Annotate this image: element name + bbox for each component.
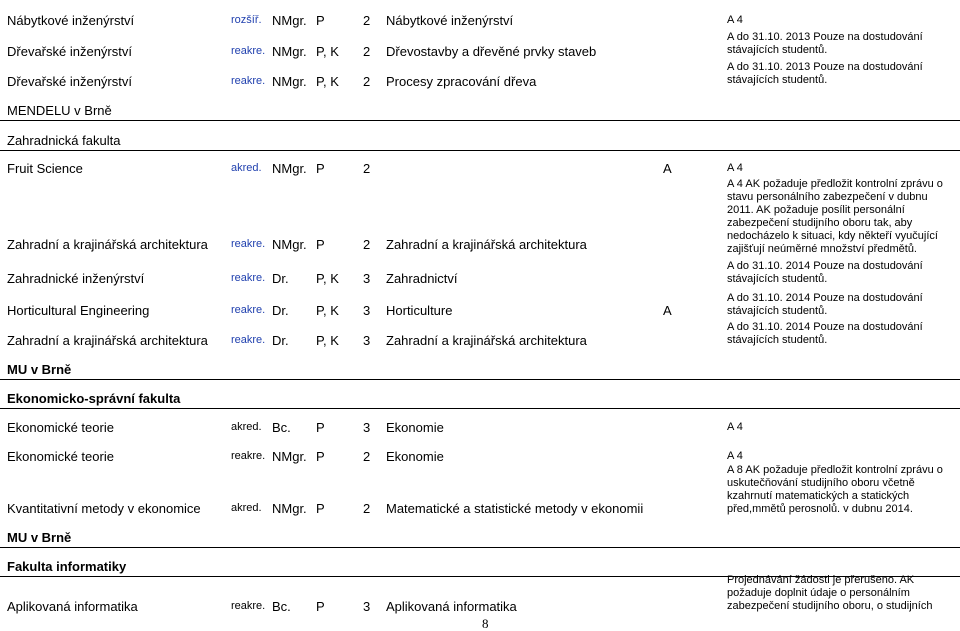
- field-name: Nábytkové inženýrství: [386, 13, 514, 28]
- study-form: P: [316, 237, 325, 252]
- university-heading: MU v Brně: [7, 530, 72, 545]
- study-length: 2: [363, 501, 371, 516]
- accreditation-type: reakre.: [231, 238, 266, 250]
- separator: [0, 408, 960, 409]
- degree: NMgr.: [272, 13, 307, 28]
- page-number: 8: [482, 616, 489, 631]
- study-length: 2: [363, 449, 371, 464]
- degree: NMgr.: [272, 237, 307, 252]
- grade: A 4: [727, 450, 743, 462]
- row-note: A 8 AK požaduje předložit kontrolní zprávu o uskutečňování studijního oboru včetně kzahrnutí matematických a statických před,mmětů perosnolů. v dubnu 2014.: [727, 464, 943, 515]
- degree: Dr.: [272, 333, 289, 348]
- faculty-heading: Zahradnická fakulta: [7, 133, 121, 148]
- faculty-heading: Fakulta informatiky: [7, 559, 127, 574]
- study-form: P: [316, 13, 325, 28]
- program-name: Dřevařské inženýrství: [7, 44, 132, 59]
- program-name: Zahradní a krajinářská architektura: [7, 333, 208, 348]
- study-form: P: [316, 449, 325, 464]
- separator: [0, 547, 960, 548]
- study-form: P, K: [316, 333, 339, 348]
- field-name: Aplikovaná informatika: [386, 599, 517, 614]
- field-name: Ekonomie: [386, 420, 444, 435]
- program-name: Nábytkové inženýrství: [7, 13, 135, 28]
- study-length: 3: [363, 420, 371, 435]
- program-name: Aplikovaná informatika: [7, 599, 138, 614]
- degree: NMgr.: [272, 74, 307, 89]
- study-form: P, K: [316, 271, 339, 286]
- field-name: Zahradnictví: [386, 271, 458, 286]
- row-note: A do 31.10. 2014 Pouze na dostudování stávajících studentů.: [727, 292, 923, 317]
- field-name: Zahradní a krajinářská architektura: [386, 333, 587, 348]
- study-length: 3: [363, 303, 371, 318]
- degree: NMgr.: [272, 449, 307, 464]
- accreditation-type: reakre.: [231, 334, 266, 346]
- study-length: 2: [363, 44, 371, 59]
- degree: NMgr.: [272, 44, 307, 59]
- accreditation-type: reakre.: [231, 75, 266, 87]
- separator: [0, 150, 960, 151]
- accreditation-type: reakre.: [231, 600, 266, 612]
- accreditation-type: akred.: [231, 502, 262, 514]
- row-note: A 4 AK požaduje předložit kontrolní zprávu o stavu personálního zabezpečení v dubnu 2011. AK požaduje posílit personální zabezpečení studijního oboru tak, aby nedocházelo k situaci, kdy někteří vyučující zajišťují neúměrné množství předmětů.: [727, 178, 943, 255]
- row-note: A do 31.10. 2013 Pouze na dostudování stávajících studentů.: [727, 61, 923, 86]
- study-length: 2: [363, 13, 371, 28]
- study-length: 3: [363, 271, 371, 286]
- field-name: Zahradní a krajinářská architektura: [386, 237, 587, 252]
- field-name: Procesy zpracování dřeva: [386, 74, 537, 89]
- row-note: A do 31.10. 2014 Pouze na dostudování stávajících studentů.: [727, 321, 923, 346]
- grade: A 4: [727, 421, 743, 433]
- program-name: Zahradnické inženýrství: [7, 271, 145, 286]
- degree: NMgr.: [272, 161, 307, 176]
- separator: [0, 379, 960, 380]
- field-name: Dřevostavby a dřevěné prvky staveb: [386, 44, 597, 59]
- field-name: Matematické a statistické metody v ekonomii: [386, 501, 644, 516]
- university-heading: MU v Brně: [7, 362, 72, 377]
- accreditation-type: reakre.: [231, 304, 266, 316]
- study-form: P, K: [316, 74, 339, 89]
- degree: Dr.: [272, 271, 289, 286]
- study-length: 2: [363, 161, 371, 176]
- accreditation-type: rozšíř.: [231, 14, 262, 26]
- accreditation-type: reakre.: [231, 450, 266, 462]
- program-name: Zahradní a krajinářská architektura: [7, 237, 208, 252]
- study-form: P, K: [316, 44, 339, 59]
- field-name: Horticulture: [386, 303, 453, 318]
- accreditation-type: reakre.: [231, 45, 266, 57]
- study-length: 2: [363, 74, 371, 89]
- separator: [0, 120, 960, 121]
- study-length: 3: [363, 599, 371, 614]
- a-column: A: [663, 161, 672, 176]
- study-form: P: [316, 599, 325, 614]
- grade: A 4: [727, 14, 743, 26]
- program-name: Kvantitativní metody v ekonomice: [7, 501, 201, 516]
- study-form: P: [316, 161, 325, 176]
- degree: Bc.: [272, 420, 291, 435]
- row-note: Projednávání žádosti je přerušeno. AK požaduje doplnit údaje o personálním zabezpečení studijního oboru, o studijních: [727, 574, 933, 612]
- university-heading: MENDELU v Brně: [7, 103, 112, 118]
- accreditation-type: akred.: [231, 162, 262, 174]
- program-name: Fruit Science: [7, 161, 83, 176]
- study-form: P: [316, 501, 325, 516]
- degree: Dr.: [272, 303, 289, 318]
- grade: A 4: [727, 162, 743, 174]
- program-name: Dřevařské inženýrství: [7, 74, 132, 89]
- study-form: P, K: [316, 303, 339, 318]
- accreditation-type: akred.: [231, 421, 262, 433]
- accreditation-type: reakre.: [231, 272, 266, 284]
- degree: NMgr.: [272, 501, 307, 516]
- program-name: Ekonomické teorie: [7, 420, 114, 435]
- a-column: A: [663, 303, 672, 318]
- field-name: Ekonomie: [386, 449, 444, 464]
- program-name: Ekonomické teorie: [7, 449, 114, 464]
- faculty-heading: Ekonomicko-správní fakulta: [7, 391, 181, 406]
- study-form: P: [316, 420, 325, 435]
- study-length: 2: [363, 237, 371, 252]
- degree: Bc.: [272, 599, 291, 614]
- row-note: A do 31.10. 2013 Pouze na dostudování stávajících studentů.: [727, 31, 923, 56]
- study-length: 3: [363, 333, 371, 348]
- program-name: Horticultural Engineering: [7, 303, 150, 318]
- row-note: A do 31.10. 2014 Pouze na dostudování stávajících studentů.: [727, 260, 923, 285]
